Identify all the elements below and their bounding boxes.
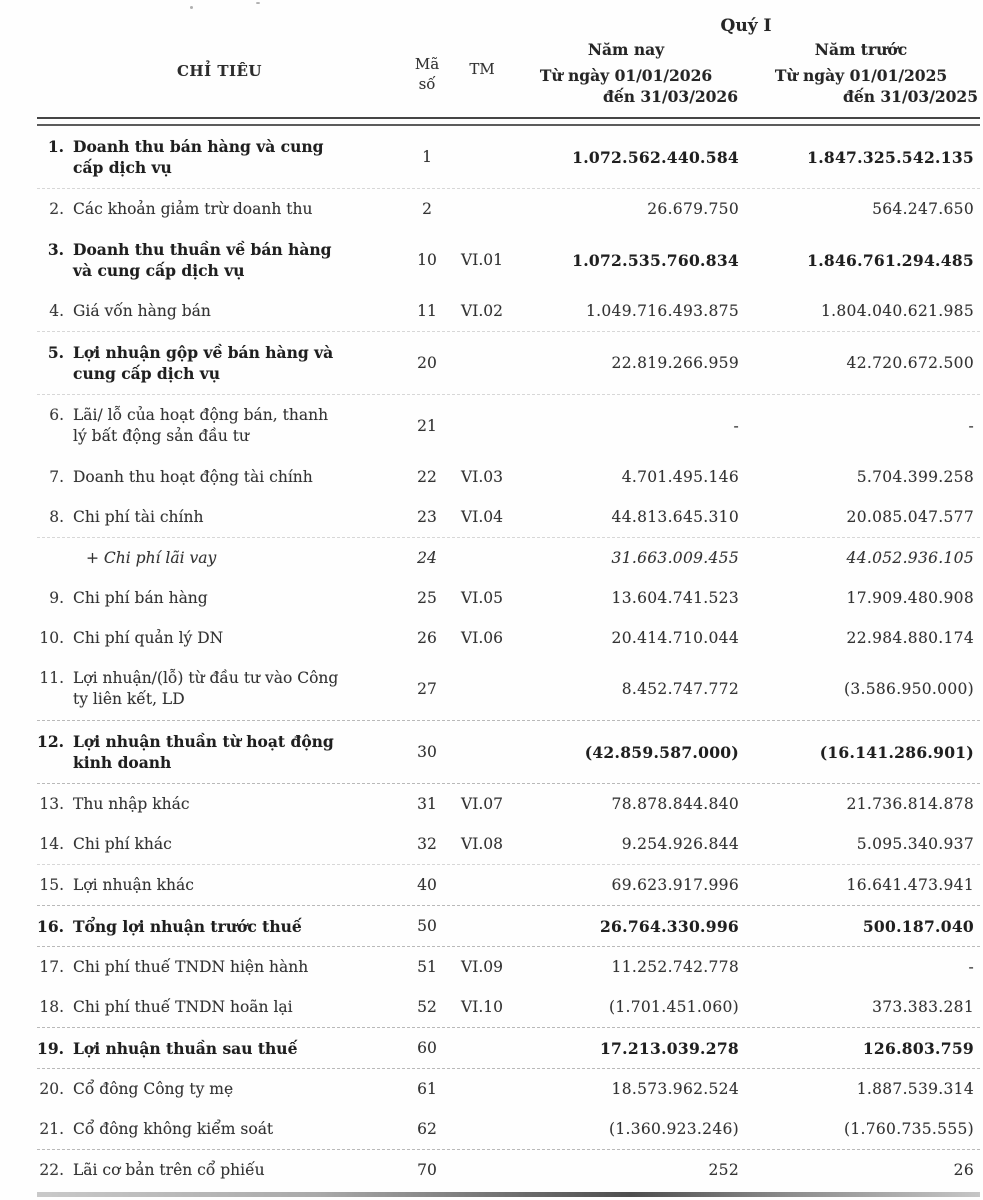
header-current-range1: Từ ngày 01/01/2026 [539,66,713,85]
row-label: Các khoản giảm trừ doanh thu [73,199,313,218]
row-label: Lợi nhuận thuần sau thuế [73,1038,298,1058]
row-prior-value: 500.187.040 [862,916,974,936]
header-prior-range1: Từ ngày 01/01/2025 [774,66,948,85]
row-prior-value: (1.760.735.555) [844,1120,974,1138]
row-code: 11 [417,302,437,320]
row-current-value: 17.213.039.278 [599,1038,739,1058]
row-number: 21. [39,1119,64,1138]
row-number: 19. [37,1038,64,1058]
header-ma-so [402,40,452,94]
row-current-value: 78.878.844.840 [611,795,739,813]
row-current-value: (1.701.451.060) [609,998,739,1016]
row-number: 10. [39,628,64,647]
row-label: Chi phí khác [73,834,172,853]
row-code: 62 [417,1120,437,1138]
row-label: Chi phí tài chính [73,507,204,526]
row-number: 9. [49,588,64,607]
table-row [37,229,980,291]
row-number: 13. [39,794,64,813]
row-current-value: 13.604.741.523 [611,589,739,607]
row-prior-value: (3.586.950.000) [844,680,974,698]
row-current-value: 8.452.747.772 [621,680,739,698]
row-prior-value: 1.847.325.542.135 [807,147,974,167]
period-row [37,10,980,36]
row-prior-value: 126.803.759 [862,1038,974,1058]
row-label: Doanh thu hoạt động tài chính [73,467,313,486]
row-label: Thu nhập khác [73,794,190,813]
row-number: 3. [47,240,64,259]
row-note-ref: VI.05 [461,589,503,607]
row-label: Lợi nhuận khác [73,875,194,894]
row-label: Doanh thu thuần về bán hàng và cung cấp dịch vụ [73,240,332,280]
row-code: 2 [422,200,432,218]
row-number: 8. [49,507,64,526]
row-label: Chi phí thuế TNDN hiện hành [73,957,309,976]
table-row [37,987,980,1028]
row-prior-value: 5.704.399.258 [856,468,974,486]
table-row [37,1028,980,1069]
row-prior-value: 42.720.672.500 [846,354,974,372]
table-row [37,824,980,865]
row-current-value: 252 [708,1161,739,1179]
row-current-value: 26.679.750 [647,200,739,218]
header-ma-so-line1: Mã [414,55,440,73]
row-code: 30 [417,743,437,761]
table-row [37,578,980,618]
row-prior-value: 17.909.480.908 [846,589,974,607]
table-body [37,126,980,1190]
row-code: 51 [417,958,437,976]
table-row [37,457,980,497]
row-number: 2. [49,199,64,218]
row-prior-value: 1.846.761.294.485 [807,250,974,270]
row-code: 61 [417,1080,437,1098]
row-prior-value: - [968,958,974,976]
row-current-value: 1.072.562.440.584 [572,147,739,167]
row-label: Lợi nhuận/(lỗ) từ đầu tư vào Công ty liên kết, LD [73,669,339,708]
row-prior-value: 1.804.040.621.985 [820,302,974,320]
row-item-cell [37,199,402,220]
row-item-cell [37,136,402,178]
header-prior-period [742,40,980,107]
row-current-value: - [733,417,739,435]
row-current-value: (1.360.923.246) [609,1120,739,1138]
header-ma-so-line2: số [418,75,436,93]
row-note-ref: VI.03 [461,468,503,486]
table-row [37,395,980,457]
row-code: 31 [417,795,437,813]
row-number: 6. [49,406,64,424]
row-label: Chi phí quản lý DN [73,628,224,647]
row-code: 70 [417,1161,437,1179]
row-note-ref: VI.07 [461,795,503,813]
row-number: 22. [39,1160,64,1179]
row-prior-value: 44.052.936.105 [846,549,974,567]
row-number: 12. [37,732,64,751]
row-code: 10 [417,251,437,269]
row-label: Cổ đông không kiểm soát [73,1119,274,1138]
row-code: 23 [417,508,437,526]
header-chi-tieu: CHỈ TIÊU [176,62,263,80]
row-item-cell [37,588,402,609]
row-number: 14. [39,834,64,853]
row-current-value: 44.813.645.310 [611,508,739,526]
table-row [37,291,980,332]
row-note-ref: VI.04 [461,508,503,526]
row-prior-value: (16.141.286.901) [819,742,974,762]
row-number: 15. [39,875,64,894]
row-note-ref: VI.06 [461,629,503,647]
table-row [37,1150,980,1190]
table-header [37,10,980,126]
income-statement-table [37,10,980,1197]
row-item-cell [37,668,402,710]
row-item-cell [37,875,402,896]
row-label: Lãi cơ bản trên cổ phiếu [73,1160,265,1179]
row-item-cell [37,1119,402,1140]
row-item-cell [37,548,402,569]
row-prior-value: 373.383.281 [872,998,974,1016]
row-code: 60 [417,1039,437,1057]
row-number: 18. [39,997,64,1016]
row-item-cell [37,731,402,773]
row-current-value: 1.049.716.493.875 [585,302,739,320]
row-number: 5. [47,343,64,362]
row-item-cell [37,628,402,649]
row-current-value: 1.072.535.760.834 [572,250,739,270]
row-label: Doanh thu bán hàng và cung cấp dịch vụ [73,137,324,177]
row-number: 16. [37,916,64,936]
row-item-cell [37,301,402,322]
row-label: Chi phí thuế TNDN hoãn lại [73,997,293,1016]
row-item-cell [37,834,402,855]
row-code: 25 [417,589,437,607]
row-note-ref: VI.10 [461,998,503,1016]
row-prior-value: 5.095.340.937 [856,835,974,853]
period-title: Quý I [720,16,772,36]
row-code: 24 [417,549,437,567]
row-item-cell [37,507,402,528]
row-label: Lợi nhuận thuần từ hoạt động kinh doanh [73,732,334,772]
column-headers [37,36,980,117]
row-code: 40 [417,876,437,894]
table-row [37,332,980,395]
row-item-cell [37,239,402,281]
table-row [37,189,980,229]
table-row [37,721,980,784]
row-prior-value: 564.247.650 [872,200,974,218]
row-number: 11. [39,669,64,687]
table-row [37,618,980,658]
row-current-value: 11.252.742.778 [611,958,739,976]
header-prior-range2: đến 31/03/2025 [843,87,978,106]
table-bottom-divider [37,1192,980,1197]
row-code: 27 [417,680,437,698]
row-current-value: 69.623.917.996 [611,876,739,894]
row-prior-value: 16.641.473.941 [846,876,974,894]
row-code: 26 [417,629,437,647]
header-current-range2: đến 31/03/2026 [603,87,738,106]
table-row [37,538,980,578]
row-label: Lãi/ lỗ của hoạt động bán, thanh lý bất động sản đầu tư [73,406,329,445]
row-note-ref: VI.02 [461,302,503,320]
row-code: 52 [417,998,437,1016]
header-prior-label: Năm trước [814,40,908,59]
row-label: Giá vốn hàng bán [73,301,211,320]
header-divider [37,117,980,126]
row-current-value: 18.573.962.524 [611,1080,739,1098]
row-number: 20. [39,1079,64,1098]
row-prior-value: 22.984.880.174 [846,629,974,647]
table-row [37,906,980,947]
row-prior-value: 20.085.047.577 [846,508,974,526]
table-row [37,497,980,538]
row-label: Chi phí bán hàng [73,588,208,607]
row-code: 50 [417,917,437,935]
table-row [37,658,980,721]
table-row [37,784,980,824]
row-prior-value: 26 [953,1161,974,1179]
row-current-value: 22.819.266.959 [611,354,739,372]
row-item-cell [37,1160,402,1181]
row-item-cell [37,997,402,1018]
row-number: 1. [47,137,64,156]
table-row [37,947,980,987]
row-label: Cổ đông Công ty mẹ [73,1079,234,1098]
row-label: Lợi nhuận gộp về bán hàng và cung cấp dịch vụ [73,343,334,383]
header-tm: TM [469,60,495,78]
row-current-value: 26.764.330.996 [599,916,739,936]
row-code: 1 [422,148,432,166]
row-item-cell [37,957,402,978]
row-prior-value: 1.887.539.314 [856,1080,974,1098]
header-current-label: Năm nay [587,40,665,59]
row-code: 22 [417,468,437,486]
row-number: 17. [39,957,64,976]
row-item-cell [37,794,402,815]
row-number: 4. [49,301,64,320]
row-note-ref: VI.01 [461,251,503,269]
row-item-cell [37,467,402,488]
row-code: 32 [417,835,437,853]
scan-artifact [190,6,193,9]
table-row [37,1109,980,1150]
row-note-ref: VI.09 [461,958,503,976]
row-label: Tổng lợi nhuận trước thuế [73,916,302,936]
row-item-cell [37,916,402,937]
row-number: 7. [49,467,64,486]
row-item-cell [37,405,402,447]
scan-artifact [256,2,260,4]
row-current-value: 4.701.495.146 [621,468,739,486]
row-prior-value: 21.736.814.878 [846,795,974,813]
table-row [37,1069,980,1109]
row-current-value: (42.859.587.000) [584,742,739,762]
row-current-value: 20.414.710.044 [611,629,739,647]
row-current-value: 9.254.926.844 [621,835,739,853]
row-item-cell [37,1079,402,1100]
row-item-cell [37,342,402,384]
row-item-cell [37,1038,402,1059]
table-row [37,865,980,906]
row-code: 20 [417,354,437,372]
row-code: 21 [417,417,437,435]
row-note-ref: VI.08 [461,835,503,853]
table-row [37,126,980,189]
row-current-value: 31.663.009.455 [611,549,739,567]
row-label: + Chi phí lãi vay [86,548,217,567]
row-prior-value: - [968,417,974,435]
header-current-period [512,40,742,107]
